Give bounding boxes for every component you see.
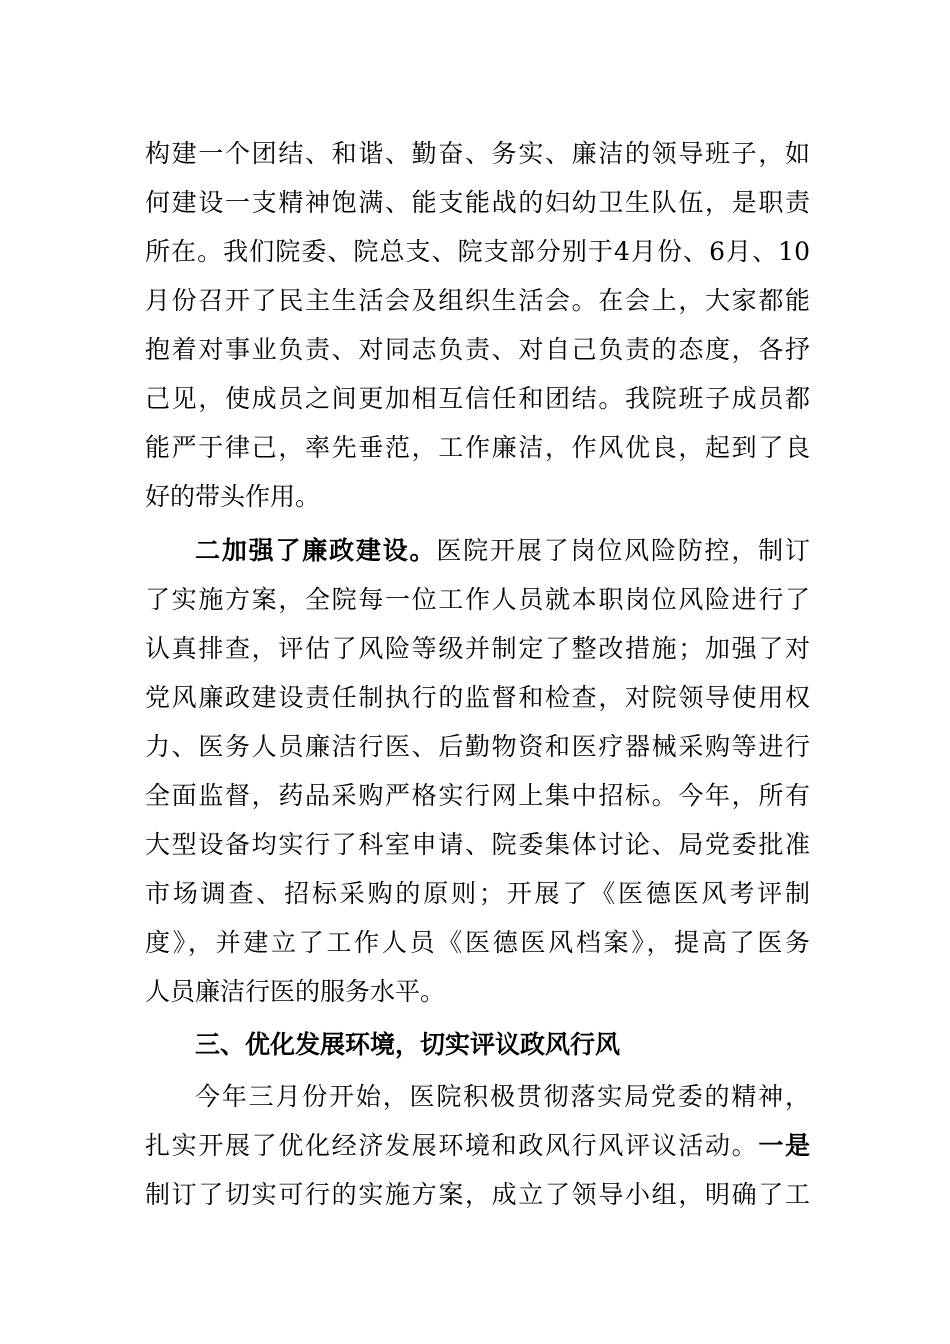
paragraph-2-line-6: 全面监督，药品采购严格实行网上集中招标。今年，所有: [145, 781, 810, 810]
paragraph-1-line-4: 月份召开了民主生活会及组织生活会。在会上，大家都能: [145, 286, 810, 315]
paragraph-1-line-6: 己见，使成员之间更加相互信任和团结。我院班子成员都: [145, 384, 810, 413]
paragraph-2-line-1: [195, 531, 810, 571]
paragraph-2-lead-rest: 医院开展了岗位风险防控，制订: [436, 536, 810, 565]
paragraph-1-line-7: 能严于律己，率先垂范，工作廉洁，作风优良，起到了良: [145, 433, 810, 462]
paragraph-2-line-7: 大型设备均实行了科室申请、院委集体讨论、局党委批准: [145, 830, 810, 859]
section-3-heading: 三、优化发展环境，切实评议政风行风: [195, 1030, 621, 1059]
paragraph-2-line-5: 力、医务人员廉洁行医、后勤物资和医疗器械采购等进行: [145, 732, 810, 761]
paragraph-2-line-10: 人员廉洁行医的服务水平。: [145, 977, 446, 1006]
paragraph-1-line-8: 好的带头作用。: [145, 482, 321, 511]
paragraph-2-line-9: 度》，并建立了工作人员《医德医风档案》，提高了医务: [145, 928, 810, 957]
paragraph-1-line-1: 构建一个团结、和谐、勤奋、务实、廉洁的领导班子，如: [145, 139, 810, 168]
section-3-line-2: [145, 1126, 810, 1166]
section-3-line-3: 制订了切实可行的实施方案，成立了领导小组，明确了工: [145, 1180, 810, 1209]
paragraph-2-line-8: 市场调查、招标采购的原则；开展了《医德医风考评制: [145, 879, 810, 908]
paragraph-1-line-2: 何建设一支精神饱满、能支能战的妇幼卫生队伍，是职责: [145, 188, 810, 217]
paragraph-2-line-3: 认真排查，评估了风险等级并制定了整改措施；加强了对: [145, 634, 810, 663]
paragraph-2-line-2: 了实施方案，全院每一位工作人员就本职岗位风险进行了: [145, 585, 810, 614]
paragraph-1-line-5: 抱着对事业负责、对同志负责、对自己负责的态度，各抒: [145, 335, 810, 364]
section-3-line-2-bold: 一是: [758, 1131, 810, 1160]
section-3-line-2-text: 扎实开展了优化经济发展环境和政风行风评议活动。: [145, 1131, 759, 1160]
paragraph-1-line-3: 所在。我们院委、院总支、院支部分别于4月份、6月、10: [145, 237, 810, 266]
paragraph-2-lead-bold: 二加强了廉政建设。: [195, 536, 437, 565]
section-3-line-1: 今年三月份开始，医院积极贯彻落实局党委的精神，: [195, 1082, 810, 1111]
paragraph-2-line-4: 党风廉政建设责任制执行的监督和检查，对院领导使用权: [145, 683, 810, 712]
